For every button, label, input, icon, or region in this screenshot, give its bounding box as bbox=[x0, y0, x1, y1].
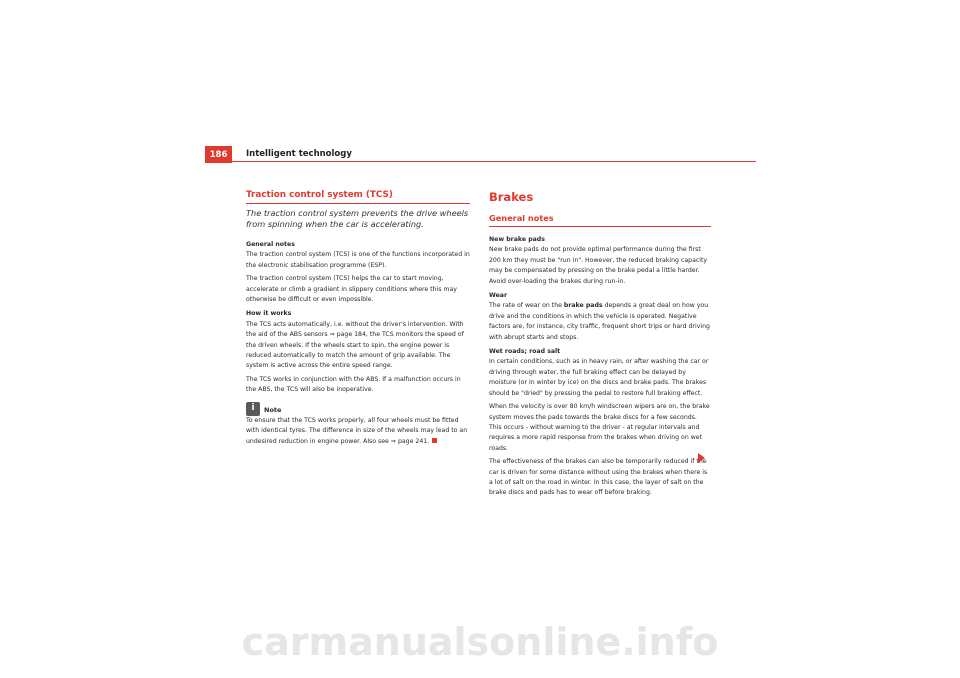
page-number: 186 bbox=[205, 146, 232, 163]
note-text: To ensure that the TCS works properly, all four wheels must be fitted with identical tyres. The difference in size of the wheels may lead to an undesired reduction in engine power. Also see ⇒ page 241. bbox=[246, 416, 468, 445]
end-of-section-icon bbox=[432, 438, 437, 443]
subheading-new-brake-pads: New brake pads bbox=[489, 236, 545, 243]
paragraph: The TCS acts automatically, i.e. without the driver's intervention. With the aid of the ABS sensors ⇒ page 184, the TCS monitors the speed of the driven wheels. If the wheels start to spin, the engine power is reduced automatically to match the amount of grip available. The system is active across the entire speed range. bbox=[246, 320, 464, 370]
continue-arrow-icon bbox=[698, 453, 705, 463]
section-rule bbox=[246, 203, 470, 204]
text: The rate of wear on the bbox=[489, 302, 564, 310]
paragraph: New brake pads do not provide optimal performance during the first 200 km they must be "run in". However, the reduced braking capacity may be compensated by pressing on the brake pedal a little harder. Avoid over-loading the brakes during run-in. bbox=[489, 246, 708, 285]
subheading-wear: Wear bbox=[489, 292, 508, 300]
paragraph: The traction control system (TCS) helps the car to start moving, accelerate or climb a gradient in slippery conditions where this may otherwise be difficult or even impossible. bbox=[246, 275, 457, 304]
text: depends a great deal on how you drive and the conditions in which the vehicle is operated. Negative factors are, for instance, city traffic, frequent short trips or hard driving with abrupt starts and stops. bbox=[489, 302, 710, 341]
paragraph: The traction control system (TCS) is one of the functions incorporated in the electronic stabilisation programme (ESP). bbox=[246, 251, 470, 269]
page-header-title: Intelligent technology bbox=[246, 149, 352, 159]
subsection-title-general-notes: General notes bbox=[489, 213, 554, 223]
header-rule bbox=[232, 161, 756, 162]
paragraph: In certain conditions, such as in heavy rain, or after washing the car or driving through water, the full braking effect can be delayed by moisture (or in winter by ice) on the discs and brake pads. The brakes should be "dried" by pressing the pedal to restore full braking effect. bbox=[489, 358, 709, 397]
paragraph-wear bbox=[489, 301, 711, 343]
note-header bbox=[246, 402, 470, 416]
note-info-icon: i bbox=[246, 402, 260, 416]
subheading-general-notes: General notes bbox=[246, 241, 295, 248]
note-label: Note bbox=[264, 406, 282, 415]
note-text-block bbox=[246, 416, 470, 447]
paragraph: The TCS works in conjunction with the ABS. If a malfunction occurs in the ABS, the TCS will also be inoperative. bbox=[246, 375, 461, 394]
left-column bbox=[246, 190, 470, 450]
bold-text: brake pads bbox=[563, 302, 603, 310]
paragraph: The effectiveness of the brakes can also be temporarily reduced if the car is driven for some distance without using the brakes when there is a lot of salt on the road in winter. In this case, the layer of salt on the brake discs and pads has to wear off before braking. bbox=[489, 458, 708, 497]
section-title-brakes: Brakes bbox=[489, 190, 534, 204]
watermark: carmanualsonline.info bbox=[241, 620, 719, 664]
subheading-wet-roads: Wet roads; road salt bbox=[489, 348, 561, 356]
section-title-tcs: Traction control system (TCS) bbox=[246, 190, 393, 200]
paragraph: When the velocity is over 80 km/h windscreen wipers are on, the brake system moves the pads towards the brake discs for a few seconds. This occurs - without warning to the driver - at regular intervals and requires a more rapid response from the brakes when driving on wet roads. bbox=[489, 403, 710, 452]
subheading-how-it-works: How it works bbox=[246, 310, 292, 318]
section-lead: The traction control system prevents the drive wheels from spinning when the car is accelerating. bbox=[246, 208, 469, 229]
right-column bbox=[489, 190, 711, 502]
subsection-rule bbox=[489, 226, 711, 227]
